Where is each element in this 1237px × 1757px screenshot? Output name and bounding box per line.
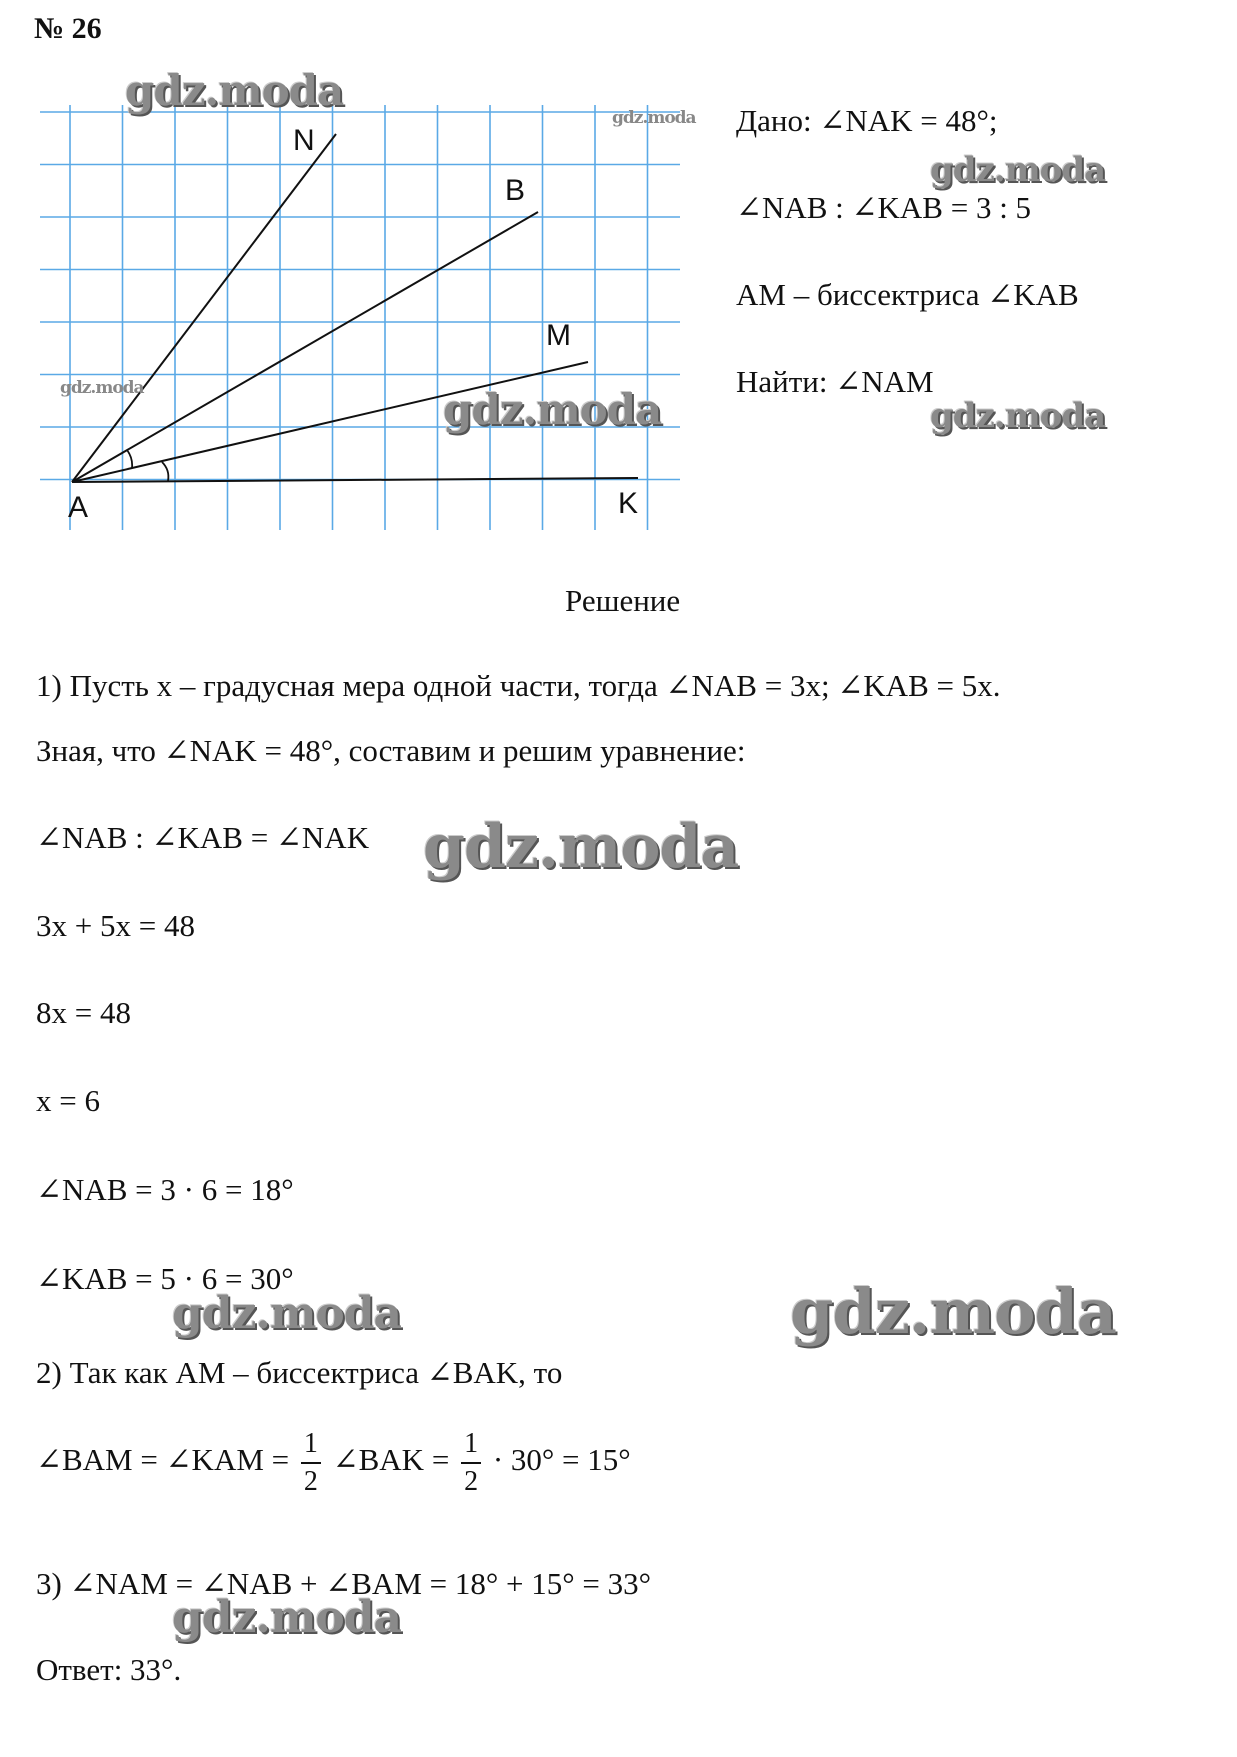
step2-text: 2) Так как AM – биссектриса ∠BAK, то (36, 1355, 563, 1390)
equation-nab: ∠NAB = 3 · 6 = 18° (36, 1172, 294, 1207)
ray-ab (72, 212, 538, 482)
solution-heading: Решение (565, 583, 681, 618)
watermark: gdz.moda (172, 1592, 402, 1643)
fraction-half-1 (301, 1430, 321, 1496)
label-a: A (68, 491, 89, 524)
watermark: gdz.moda (60, 378, 144, 398)
watermark: gdz.moda (612, 108, 696, 128)
fraction-numerator: 1 (301, 1430, 321, 1464)
equation-8x: 8x = 48 (36, 995, 131, 1030)
label-b: B (505, 174, 526, 207)
step2-eq-right: · 30° = 15° (492, 1442, 631, 1478)
step1-text: 1) Пусть x – градусная мера одной части, тогда ∠NAB = 3x; ∠KAB = 5x. (36, 668, 1001, 703)
fraction-denominator: 2 (464, 1466, 479, 1497)
step2-eq-mid: ∠BAK = (332, 1442, 450, 1478)
label-n: N (293, 124, 315, 157)
angle-arc-bam (127, 450, 132, 468)
step1-equation-intro: Зная, что ∠NAK = 48°, составим и решим уравнение: (36, 733, 746, 768)
fraction-denominator: 2 (303, 1466, 318, 1497)
watermark: gdz.moda (423, 812, 739, 882)
watermark: gdz.moda (790, 1275, 1116, 1348)
problem-number: № 26 (34, 12, 102, 45)
equation-ratio: ∠NAB : ∠KAB = ∠NAK (36, 820, 370, 855)
watermark: gdz.moda (172, 1288, 402, 1339)
fraction-half-2 (461, 1430, 481, 1496)
equation-x: x = 6 (36, 1083, 100, 1118)
label-k: K (618, 487, 639, 520)
step2-equation (36, 1430, 631, 1496)
find-angle-nam: Найти: ∠NAM (736, 364, 934, 399)
fraction-numerator: 1 (461, 1430, 481, 1464)
watermark: gdz.moda (930, 150, 1106, 190)
step2-eq-left: ∠BAM = ∠KAM = (36, 1442, 290, 1478)
given-angle-nak: Дано: ∠NAK = 48°; (736, 103, 998, 138)
label-m: M (546, 319, 571, 352)
given-bisector: AM – биссектриса ∠KAB (736, 277, 1079, 312)
given-ratio: ∠NAB : ∠KAB = 3 : 5 (736, 190, 1032, 225)
angle-arc-mak (162, 462, 168, 481)
watermark: gdz.moda (125, 66, 344, 115)
step3-text: 3) ∠NAM = ∠NAB + ∠BAM = 18° + 15° = 33° (36, 1566, 652, 1601)
watermark: gdz.moda (930, 396, 1106, 436)
watermark: gdz.moda (443, 385, 662, 434)
equation-kab: ∠KAB = 5 · 6 = 30° (36, 1261, 294, 1296)
answer: Ответ: 33°. (36, 1652, 182, 1687)
geometry-figure (0, 0, 700, 540)
equation-sum: 3x + 5x = 48 (36, 908, 195, 943)
